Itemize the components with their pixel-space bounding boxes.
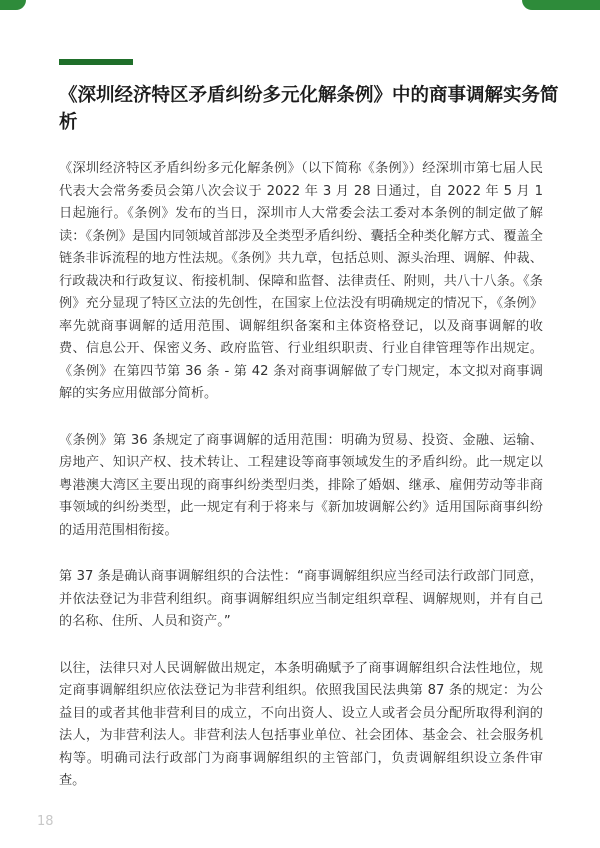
paragraph-article-36: 《条例》第 36 条规定了商事调解的适用范围：明确为贸易、投资、金融、运输、房地产、知识产权、技术转让、工程建设等商事领域发生的矛盾纠纷。此一规定以粤港澳大湾区主要出现的商事纠纷类型归类，排除了婚姻、继承、雇佣劳动等非商事领域的纠纷类型，此一规定有利于将来与《新加坡调解公约》适用国际商事纠纷的适用范围相衔接。 — [59, 432, 543, 538]
title-accent-bar — [59, 59, 133, 65]
page-number: 18 — [37, 814, 54, 829]
paragraph-intro: 《深圳经济特区矛盾纠纷多元化解条例》（以下简称《条例》）经深圳市第七届人民代表大会常务委员会第八次会议于 2022 年 3 月 28 日通过，自 2022 年 5 月 1 日起施行。《条例》发布的当日，深圳市人大常委会法工委对本条例的制定做了解读：《条例》是国内同领域首部涉及全类型矛盾纠纷、囊括全种类化解方式、覆盖全链条非诉流程的地方性法规。《条例》共九章，包括总则、源头治理、调解、仲裁、行政裁决和行政复议、衔接机制、保障和监督、法律责任、附则，共八十八条。《条例》充分显现了特区立法的先创性，在国家上位法没有明确规定的情况下，《条例》率先就商事调解的适用范围、调解组织备案和主体资格登记，以及商事调解的收费、信息公开、保密义务、政府监管、行业组织职责、行业自律管理等作出规定。《条例》在第四节第 36 条 - 第 42 条对商事调解做了专门规定，本文拟对商事调解的实务应用做部分简析。 — [59, 161, 543, 401]
top-decoration — [0, 0, 600, 14]
corner-accent-right — [522, 0, 600, 10]
paragraph-article-37: 第 37 条是确认商事调解组织的合法性：“商事调解组织应当经司法行政部门同意，并依法登记为非营利组织。商事调解组织应当制定组织章程、调解规则，并有自己的名称、住所、人员和资产。” — [59, 569, 543, 629]
corner-accent-left — [0, 0, 26, 10]
paragraph-analysis: 以往，法律只对人民调解做出规定，本条明确赋予了商事调解组织合法性地位，规定商事调解组织应依法登记为非营利组织。依照我国民法典第 87 条的规定：为公益目的或者其他非营利目的成立，不向出资人、设立人或者会员分配所取得利润的法人，为非营利法人。非营利法人包括事业单位、社会团体、基金会、社会服务机构等。明确司法行政部门为商事调解组织的主管部门，负责调解组织设立条件审查。 — [59, 660, 543, 788]
article-body — [59, 158, 543, 817]
article-title: 《深圳经济特区矛盾纠纷多元化解条例》中的商事调解实务简析 — [59, 85, 559, 133]
